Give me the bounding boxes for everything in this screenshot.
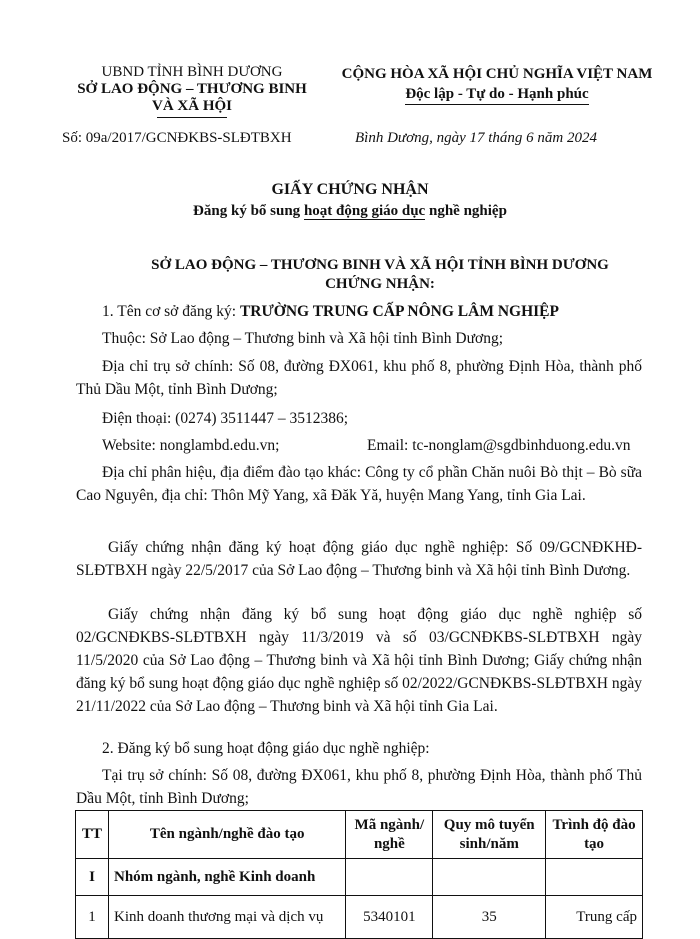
training-location: Tại trụ sở chính: Số 08, đường ĐX061, khu phố 8, phường Định Hòa, thành phố Thủ Dầu Một, tỉnh Bình Dương; [76,767,642,807]
email: Email: tc-nonglam@sgdbinhduong.edu.vn [367,437,631,454]
table-row [76,896,643,939]
table-group-row [76,859,643,896]
original-certificate: Giấy chứng nhận đăng ký hoạt động giáo dục nghề nghiệp: Số 09/GCNĐKHĐ-SLĐTBXH ngày 22/5/2017 của Sở Lao động – Thương binh và Xã hội tỉnh Bình Dương. [76,539,642,579]
group-quota-cell [433,859,546,896]
head-office-address: Địa chỉ trụ sở chính: Số 08, đường ĐX061, khu phố 8, phường Định Hòa, thành phố Thủ Dầu Một, tỉnh Bình Dương; [76,358,642,398]
header-enrollment-quota: Quy mô tuyển sinh/năm [433,811,546,859]
issuing-authority [62,64,322,118]
branch-address: Địa chỉ phân hiệu, địa điểm đào tạo khác: Công ty cổ phần Chăn nuôi Bò thịt – Bò sữa Cao Nguyên, địa chỉ: Thôn Mỹ Yang, xã Đăk Yă, huyện Mang Yang, tỉnh Gia Lai. [76,464,642,504]
header-training-level: Trình độ đào tạo [546,811,643,859]
certificate-title: GIẤY CHỨNG NHẬN [271,181,429,198]
authority-divider [157,117,227,118]
header-program-name: Tên ngành/nghề đào tạo [108,811,345,859]
group-tt: I [76,859,109,896]
subtitle-part-2: hoạt động giáo dục [303,203,426,219]
contact-line [76,434,642,457]
group-code-cell [346,859,433,896]
training-programs-table [75,810,643,939]
national-heading [327,64,667,105]
row-enrollment-quota: 35 [433,896,546,939]
registrant-label: 1. Tên cơ sở đăng ký: [102,303,240,320]
website: Website: nonglambd.edu.vn; [102,437,280,454]
document-date: Bình Dương, ngày 17 tháng 6 năm 2024 [355,130,598,146]
phone: Điện thoại: (0274) 3511447 – 3512386; [102,410,349,427]
registrant-name: TRƯỜNG TRUNG CẤP NÔNG LÂM NGHIỆP [239,303,559,320]
group-name: Nhóm ngành, nghề Kinh doanh [108,859,345,896]
national-motto: Độc lập - Tự do - Hạnh phúc [405,85,588,105]
certifying-agency [80,256,680,294]
subtitle-part-1: Đăng ký bổ sung [193,203,304,219]
certifies-label: CHỨNG NHẬN: [325,276,435,292]
authority-line-2: SỞ LAO ĐỘNG – THƯƠNG BINH [77,81,307,97]
row-program-code: 5340101 [346,896,433,939]
document-number: Số: 09a/2017/GCNĐKBS-SLĐTBXH [62,130,292,146]
row-program-name: Kinh doanh thương mại và dịch vụ [108,896,345,939]
header-program-code: Mã ngành/ nghề [346,811,433,859]
national-name: CỘNG HÒA XÃ HỘI CHỦ NGHĨA VIỆT NAM [341,66,653,82]
row-training-level: Trung cấp [546,896,643,939]
section-2-label: 2. Đăng ký bổ sung hoạt động giáo dục nghề nghiệp: [102,740,430,757]
table-header-row [76,811,643,859]
subtitle-part-3: nghề nghiệp [425,203,507,219]
certificate-subtitle [0,203,700,220]
row-tt: 1 [76,896,109,939]
registrant-name-line [76,300,642,323]
affiliation: Thuộc: Sở Lao động – Thương binh và Xã hội tỉnh Bình Dương; [102,330,504,347]
agency-name: SỞ LAO ĐỘNG – THƯƠNG BINH VÀ XÃ HỘI TỈNH BÌNH DƯƠNG [151,257,609,273]
authority-line-1: UBND TỈNH BÌNH DƯƠNG [101,64,283,80]
group-level-cell [546,859,643,896]
supplementary-certificates: Giấy chứng nhận đăng ký bổ sung hoạt động giáo dục nghề nghiệp số 02/GCNĐKBS-SLĐTBXH ngày 11/3/2019 và số 03/GCNĐKBS-SLĐTBXH ngày 11/5/2020 của Sở Lao động – Thương binh và Xã hội tỉnh Bình Dương; Giấy chứng nhận đăng ký bổ sung hoạt động giáo dục nghề nghiệp số 02/2022/GCNĐKBS-SLĐTBXH ngày 21/11/2022 của Sở Lao động – Thương binh và Xã hội tỉnh Gia Lai. [76,606,642,715]
authority-line-3: VÀ XÃ HỘI [151,98,232,114]
header-tt: TT [76,811,109,859]
